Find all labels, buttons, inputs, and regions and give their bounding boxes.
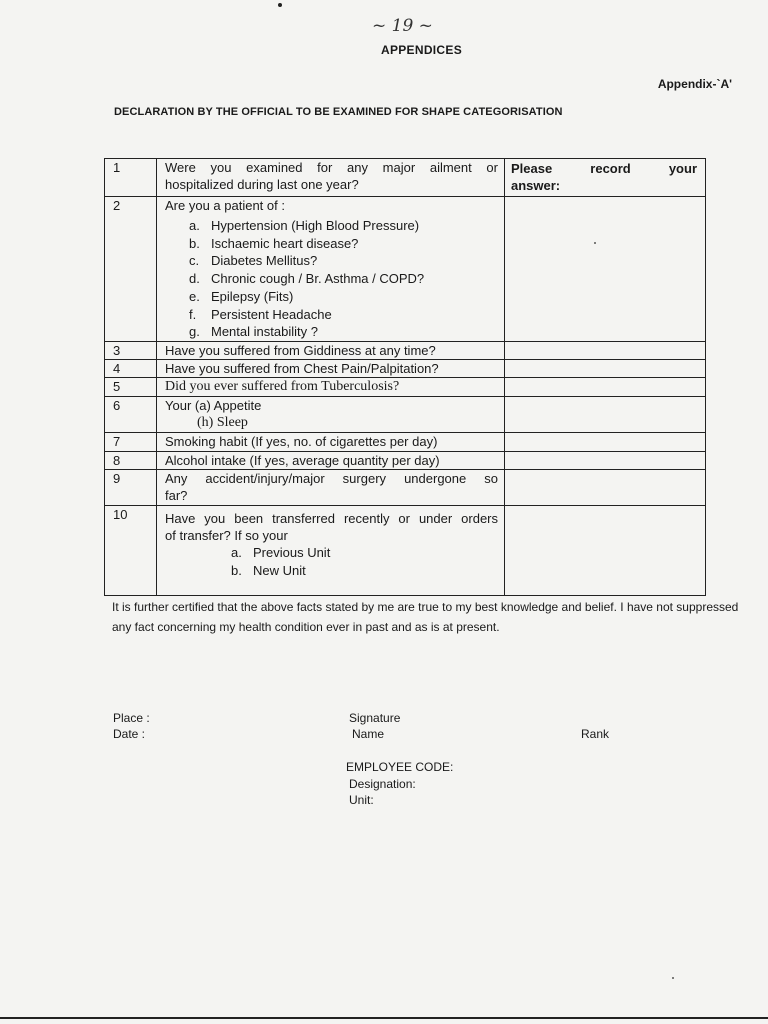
list-item (189, 270, 504, 288)
question-text: Did you ever suffered from Tuberculosis? (157, 378, 505, 397)
item-text: Hypertension (High Blood Pressure) (211, 218, 420, 233)
rank-label: Rank (581, 727, 610, 741)
scan-speck (594, 242, 596, 244)
item-letter: c. (189, 253, 200, 269)
list-item (189, 306, 504, 324)
unit-label: Unit: (349, 793, 374, 807)
date-label: Date : (113, 727, 146, 741)
question-text: Smoking habit (If yes, no. of cigarettes per day) (157, 433, 505, 452)
question-text: hospitalized during last one year? (165, 177, 359, 192)
table-row (105, 433, 706, 452)
question-cell (157, 470, 505, 506)
table-row (105, 506, 706, 596)
question-text: Have you suffered from Chest Pain/Palpitation? (157, 360, 505, 378)
item-letter: b. (189, 235, 200, 251)
table-row (105, 452, 706, 470)
answer-header-word: answer: (511, 178, 561, 193)
question-cell (157, 159, 505, 197)
unit-list (165, 544, 504, 579)
row-number: 10 (105, 506, 157, 596)
appendix-label: Appendix-`A' (657, 77, 732, 91)
question-text: far? (165, 488, 188, 503)
designation-label: Designation: (349, 777, 416, 791)
list-item (189, 217, 504, 235)
list-item (189, 235, 504, 253)
name-label: Name (352, 727, 385, 741)
list-item (231, 544, 504, 562)
ailment-list (165, 217, 504, 341)
question-text: Are you a patient of : (165, 198, 285, 213)
question-text: Were you examined for any major ailment or (165, 160, 498, 175)
item-text: Chronic cough / Br. Asthma / COPD? (211, 271, 425, 287)
question-text: Alcohol intake (If yes, average quantity per day) (157, 452, 505, 470)
item-text: Mental instability ? (211, 324, 318, 340)
answer-cell[interactable] (505, 197, 706, 342)
list-item (189, 323, 504, 341)
answer-cell[interactable] (505, 360, 706, 378)
signature-label: Signature (349, 711, 401, 725)
table-row (105, 197, 706, 342)
answer-cell[interactable] (505, 159, 706, 197)
answer-cell[interactable] (505, 342, 706, 360)
table-row (105, 397, 706, 433)
scan-speck (278, 3, 282, 7)
item-letter: b. (231, 562, 242, 578)
item-letter: g. (189, 324, 200, 340)
question-cell (157, 197, 505, 342)
table-row (105, 360, 706, 378)
employee-code-label: EMPLOYEE CODE: (346, 760, 454, 774)
answer-header (505, 159, 705, 177)
table-row (105, 470, 706, 506)
row-number: 3 (105, 342, 157, 360)
list-item (231, 562, 504, 580)
item-text: Persistent Headache (211, 306, 332, 322)
declaration-heading: DECLARATION BY THE OFFICIAL TO BE EXAMINED FOR SHAPE CATEGORISATION (114, 106, 563, 118)
item-text: Previous Unit (253, 545, 331, 560)
question-text: of transfer? If so your (165, 528, 288, 543)
scan-speck (672, 977, 674, 979)
appendices-title: APPENDICES (380, 43, 463, 57)
place-label: Place : (113, 711, 150, 725)
list-item (189, 288, 504, 306)
item-letter: a. (189, 218, 200, 233)
question-cell (157, 506, 505, 596)
question-text: (h) Sleep (197, 415, 248, 430)
certification-statement: It is further certified that the above facts stated by me are true to my best knowledge and belief. I have not suppressed any fact concerning my health condition ever in past and as is at present. (112, 600, 739, 634)
item-letter: a. (231, 545, 242, 560)
row-number: 6 (105, 397, 157, 433)
row-number: 1 (105, 159, 157, 197)
item-letter: f. (189, 306, 197, 322)
answer-cell[interactable] (505, 433, 706, 452)
answer-cell[interactable] (505, 378, 706, 397)
row-number: 4 (105, 360, 157, 378)
handwritten-page-number: ~ 19 ~ (372, 16, 433, 36)
question-text: Your (a) Appetite (165, 398, 262, 413)
table-row (105, 378, 706, 397)
item-letter: e. (189, 288, 200, 304)
declaration-table (104, 158, 706, 596)
question-text: Have you suffered from Giddiness at any time? (157, 342, 505, 360)
answer-cell[interactable] (505, 452, 706, 470)
item-letter: d. (189, 271, 200, 287)
table-row (105, 342, 706, 360)
question-cell (157, 397, 505, 433)
item-text: New Unit (253, 562, 306, 578)
row-number: 7 (105, 433, 157, 452)
bottom-edge-line (0, 1017, 768, 1019)
answer-header-word: record (590, 161, 631, 176)
answer-header-word: your (668, 161, 697, 176)
item-text: Epilepsy (Fits) (211, 288, 294, 304)
answer-cell[interactable] (505, 397, 706, 433)
item-text: Diabetes Mellitus? (211, 253, 318, 269)
row-number: 8 (105, 452, 157, 470)
question-text: Any accident/injury/major surgery undergone so (165, 471, 498, 486)
row-number: 5 (105, 378, 157, 397)
question-text: Have you been transferred recently or under orders (165, 511, 498, 526)
list-item (189, 252, 504, 270)
row-number: 2 (105, 197, 157, 342)
row-number: 9 (105, 470, 157, 506)
answer-cell[interactable] (505, 470, 706, 506)
item-text: Ischaemic heart disease? (211, 235, 359, 251)
table-row (105, 159, 706, 197)
answer-cell[interactable] (505, 506, 706, 596)
answer-header-word: Please (511, 161, 553, 176)
